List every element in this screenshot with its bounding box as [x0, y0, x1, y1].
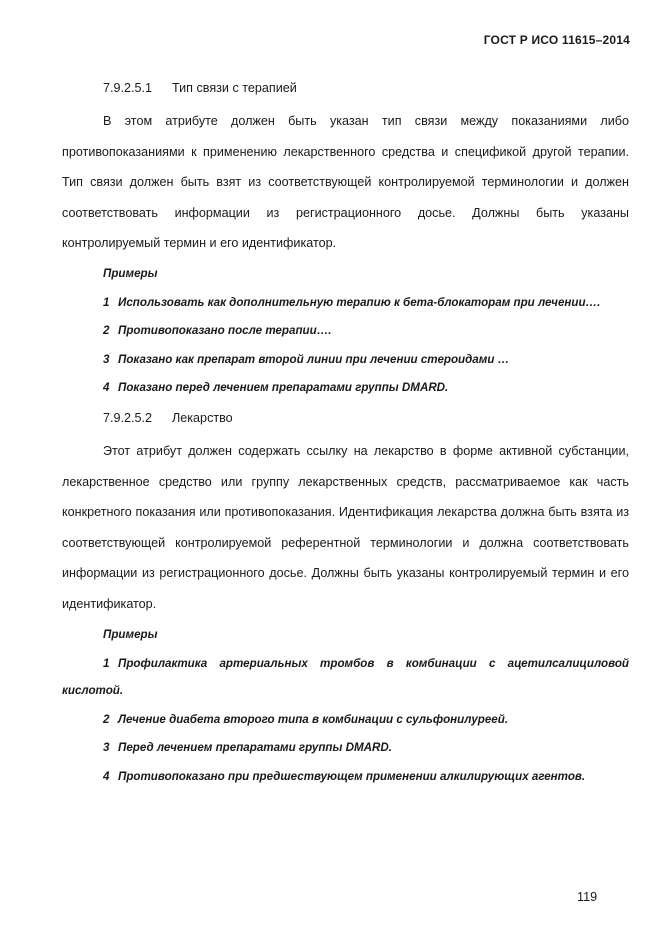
- example-item: [62, 345, 629, 374]
- example-number: 2: [103, 712, 110, 726]
- example-number: 4: [103, 381, 110, 395]
- example-item: [62, 733, 629, 762]
- section-title: Лекарство: [172, 410, 233, 425]
- example-item: [62, 373, 629, 402]
- examples-label: Примеры: [103, 266, 158, 280]
- section-paragraph: Этот атрибут должен содержать ссылку на лекарство в форме активной субстанции, лекарственное средство или группу лекарственных средств, рассматриваемое как часть конкретного показания или противопоказания. Идентификация лекарства должна быть взята из соответствующей контролируемой референтной терминологии и должна соответствовать информации из регистрационного досье. Должны быть указаны контролируемый термин и его идентификатор.: [62, 443, 629, 611]
- document-header: ГОСТ Р ИСО 11615–2014: [483, 33, 630, 47]
- example-number: 2: [103, 324, 110, 338]
- example-number: 3: [103, 741, 110, 755]
- page-number: 119: [577, 890, 598, 904]
- example-item: [62, 649, 629, 705]
- example-text: Показано как препарат второй линии при лечении стероидами …: [118, 352, 510, 366]
- section-paragraph: В этом атрибуте должен быть указан тип связи между показаниями либо противопоказаниями к применению лекарственного средства и спецификой другой терапии. Тип связи должен быть взят из соответствующей контролируемой терминологии и должен соответствовать информации из регистрационного досье. Должны быть указаны контролируемый термин и его идентификатор.: [62, 114, 629, 251]
- example-number: 1: [103, 656, 110, 670]
- example-text: Противопоказано при предшествующем применении алкилирующих агентов.: [118, 769, 586, 783]
- example-text: Противопоказано после терапии….: [118, 324, 332, 338]
- section-number: 7.9.2.5.2: [103, 410, 153, 425]
- example-text: Перед лечением препаратами группы DMARD.: [118, 741, 392, 755]
- example-text: Лечение диабета второго типа в комбинации с сульфонилуреей.: [118, 712, 509, 726]
- section-number: 7.9.2.5.1: [103, 81, 153, 95]
- example-number: 1: [103, 295, 110, 309]
- example-text: Показано перед лечением препаратами группы DMARD.: [118, 381, 449, 395]
- page-body: [62, 76, 629, 790]
- example-text: Использовать как дополнительную терапию к бета-блокаторам при лечении….: [118, 295, 601, 309]
- examples-label: Примеры: [103, 627, 158, 641]
- example-text: Профилактика артериальных тромбов в комбинации с ацетилсалициловой кислотой.: [62, 656, 629, 698]
- example-item: [62, 316, 629, 345]
- section-heading-7-9-2-5-1: [62, 76, 629, 106]
- section-title: Тип связи с терапией: [172, 81, 297, 95]
- example-item: [62, 705, 629, 734]
- example-number: 3: [103, 352, 110, 366]
- example-item: [62, 762, 629, 791]
- section-heading-7-9-2-5-2: [62, 406, 629, 436]
- example-item: [62, 288, 629, 317]
- example-number: 4: [103, 769, 110, 783]
